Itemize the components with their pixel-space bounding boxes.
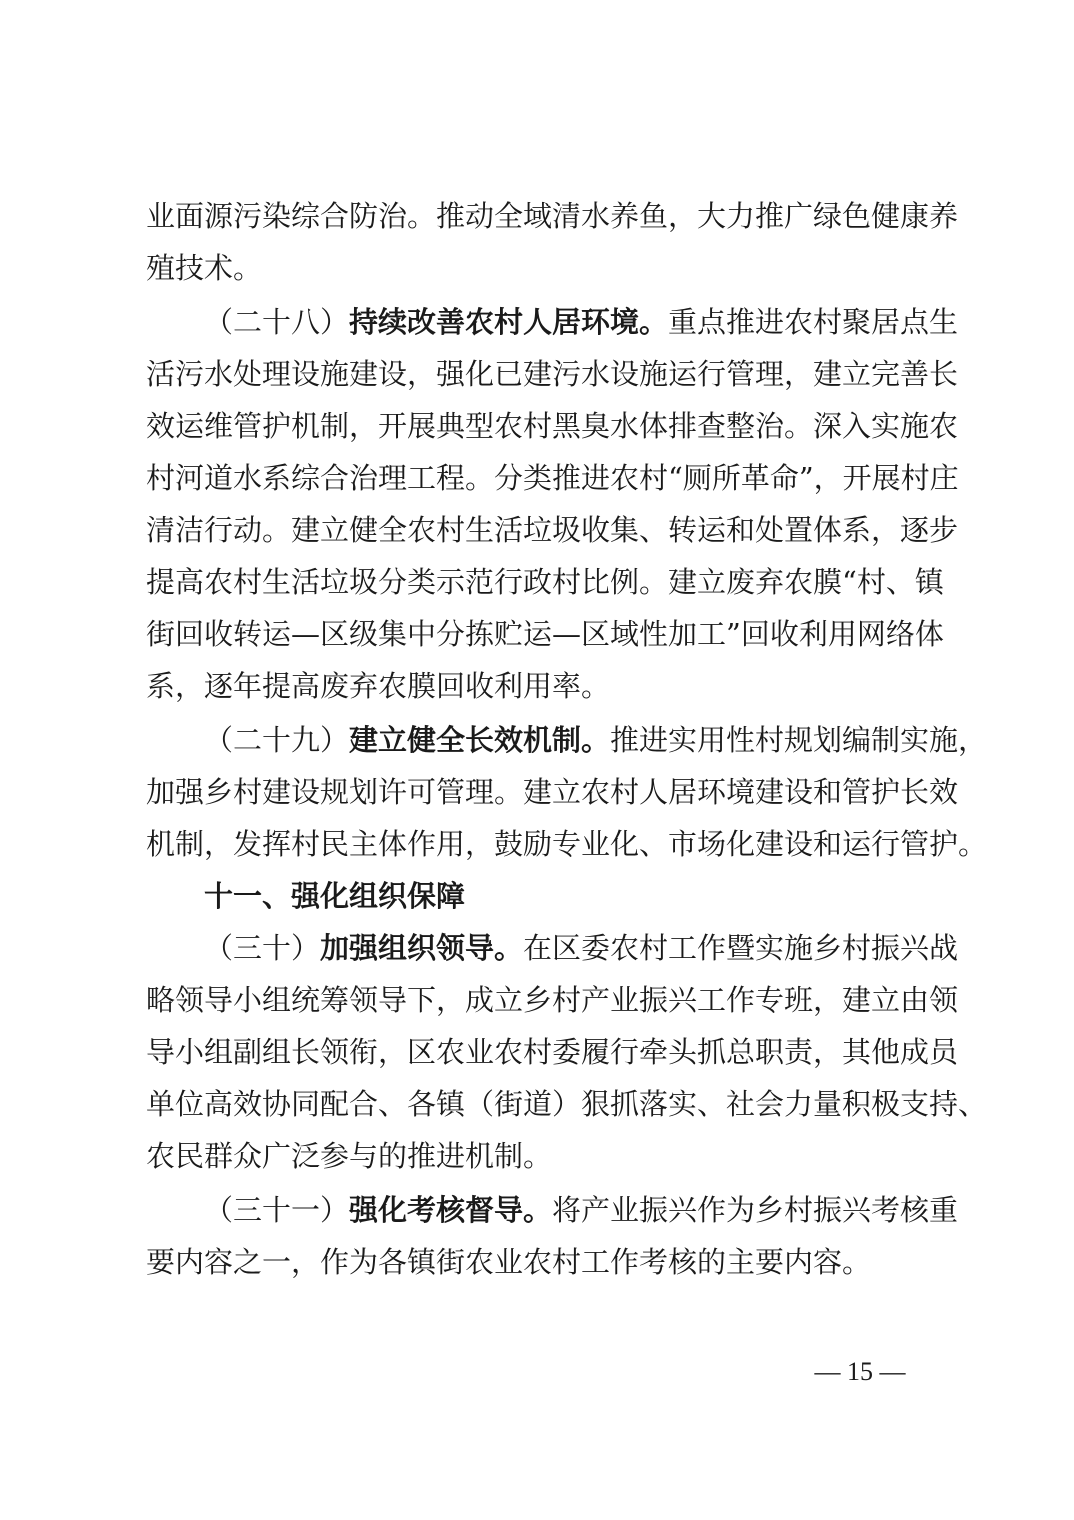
- paragraph-line: 系，逐年提高废弃农膜回收利用率。: [146, 669, 611, 703]
- paragraph-line: [204, 1182, 959, 1238]
- paragraph-line: [204, 294, 959, 350]
- paragraph-line: 要内容之一，作为各镇街农业农村工作考核的主要内容。: [146, 1245, 872, 1279]
- paragraph-line: [204, 712, 988, 768]
- item-number: （三十一）: [204, 1193, 350, 1227]
- item-text: 重点推进农村聚居点生: [668, 305, 959, 339]
- section-heading: 十一、强化组织保障: [204, 879, 466, 913]
- paragraph-line: 加强乡村建设规划许可管理。建立农村人居环境建设和管护长效: [146, 775, 959, 809]
- paragraph-line: 活污水处理设施建设，强化已建污水设施运行管理，建立完善长: [146, 357, 959, 391]
- paragraph-line: 殖技术。: [146, 251, 263, 285]
- paragraph-line: 村河道水系综合治理工程。分类推进农村“厕所革命”，开展村庄: [146, 461, 959, 495]
- item-number: （三十）: [204, 931, 321, 965]
- item-title: 持续改善农村人居环境。: [349, 305, 669, 339]
- item-number: （二十九）: [204, 723, 350, 757]
- paragraph-line: 略领导小组统筹领导下，成立乡村产业振兴工作专班，建立由领: [146, 983, 959, 1017]
- item-title: 加强组织领导。: [320, 931, 524, 965]
- item-text: 在区委农村工作暨实施乡村振兴战: [523, 931, 959, 965]
- page-number: — 15 —: [814, 1357, 906, 1386]
- paragraph-line: 业面源污染综合防治。推动全域清水养鱼，大力推广绿色健康养: [146, 199, 959, 233]
- item-title: 强化考核督导。: [349, 1193, 553, 1227]
- item-text: 推进实用性村规划编制实施，: [610, 723, 988, 757]
- item-text: 将产业振兴作为乡村振兴考核重: [552, 1193, 959, 1227]
- paragraph-line: 效运维管护机制，开展典型农村黑臭水体排查整治。深入实施农: [146, 409, 959, 443]
- paragraph-line: 提高农村生活垃圾分类示范行政村比例。建立废弃农膜“村、镇: [146, 565, 944, 599]
- item-title: 建立健全长效机制。: [349, 723, 611, 757]
- item-number: （二十八）: [204, 305, 350, 339]
- paragraph-line: [204, 920, 959, 976]
- paragraph-line: 机制，发挥村民主体作用，鼓励专业化、市场化建设和运行管护。: [146, 827, 988, 861]
- paragraph-line: 单位高效协同配合、各镇（街道）狠抓落实、社会力量积极支持、: [146, 1087, 988, 1121]
- paragraph-line: 街回收转运—区级集中分拣贮运—区域性加工”回收利用网络体: [146, 617, 944, 651]
- paragraph-line: 农民群众广泛参与的推进机制。: [146, 1139, 553, 1173]
- paragraph-line: 清洁行动。建立健全农村生活垃圾收集、转运和处置体系，逐步: [146, 513, 959, 547]
- paragraph-line: 导小组副组长领衔，区农业农村委履行牵头抓总职责，其他成员: [146, 1035, 959, 1069]
